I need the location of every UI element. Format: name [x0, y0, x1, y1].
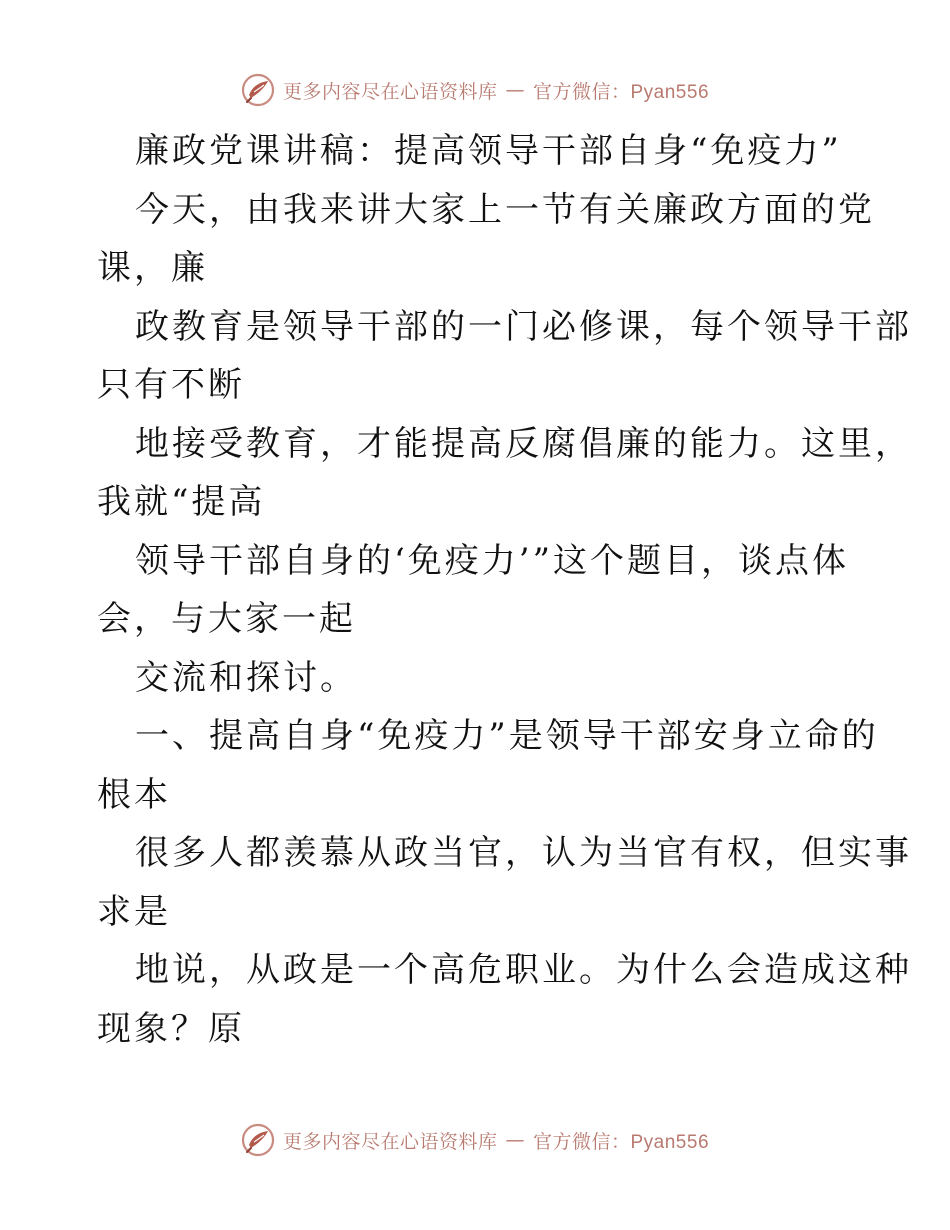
paragraph-line: 领导干部自身的‘免疫力’”这个题目，谈点体 — [135, 540, 849, 581]
paragraph-line: 现象？原 — [97, 1008, 245, 1049]
footer-watermark — [0, 1120, 950, 1160]
paragraph-line: 会，与大家一起 — [97, 599, 356, 639]
paragraph-line: 我就“提高 — [97, 482, 266, 522]
header-watermark — [0, 70, 950, 110]
footer-separator: — — [505, 1129, 525, 1151]
footer-site-text: 更多内容尽在心语资料库 — [282, 1130, 498, 1153]
document-title: 廉政党课讲稿：提高领导干部自身“免疫力” — [135, 131, 842, 171]
document-body — [97, 122, 912, 1058]
paragraph-line: 交流和探讨。 — [135, 657, 357, 698]
pen-logo-icon — [241, 1123, 275, 1157]
section-heading-continued: 根本 — [97, 774, 171, 815]
header-separator: — — [505, 79, 525, 101]
paragraph-line: 政教育是领导干部的一门必修课，每个领导干部 — [135, 306, 912, 347]
paragraph-line: 地接受教育，才能提高反腐倡廉的能力。这里， — [135, 423, 912, 464]
paragraph-line: 求是 — [97, 891, 171, 932]
section-heading: 一、提高自身“免疫力”是领导干部安身立命的 — [135, 716, 879, 756]
pen-logo-icon — [241, 73, 275, 107]
paragraph-line: 只有不断 — [97, 365, 245, 405]
paragraph-line: 地说，从政是一个高危职业。为什么会造成这种 — [135, 950, 912, 990]
footer-wechat-text: 官方微信：Pyan556 — [533, 1131, 710, 1153]
paragraph-line: 今天，由我来讲大家上一节有关廉政方面的党 — [135, 189, 875, 230]
paragraph-line: 很多人都羡慕从政当官，认为当官有权，但实事 — [135, 833, 912, 873]
header-site-text: 更多内容尽在心语资料库 — [282, 80, 498, 103]
paragraph-line: 课，廉 — [97, 248, 208, 288]
header-wechat-text: 官方微信：Pyan556 — [533, 81, 710, 103]
